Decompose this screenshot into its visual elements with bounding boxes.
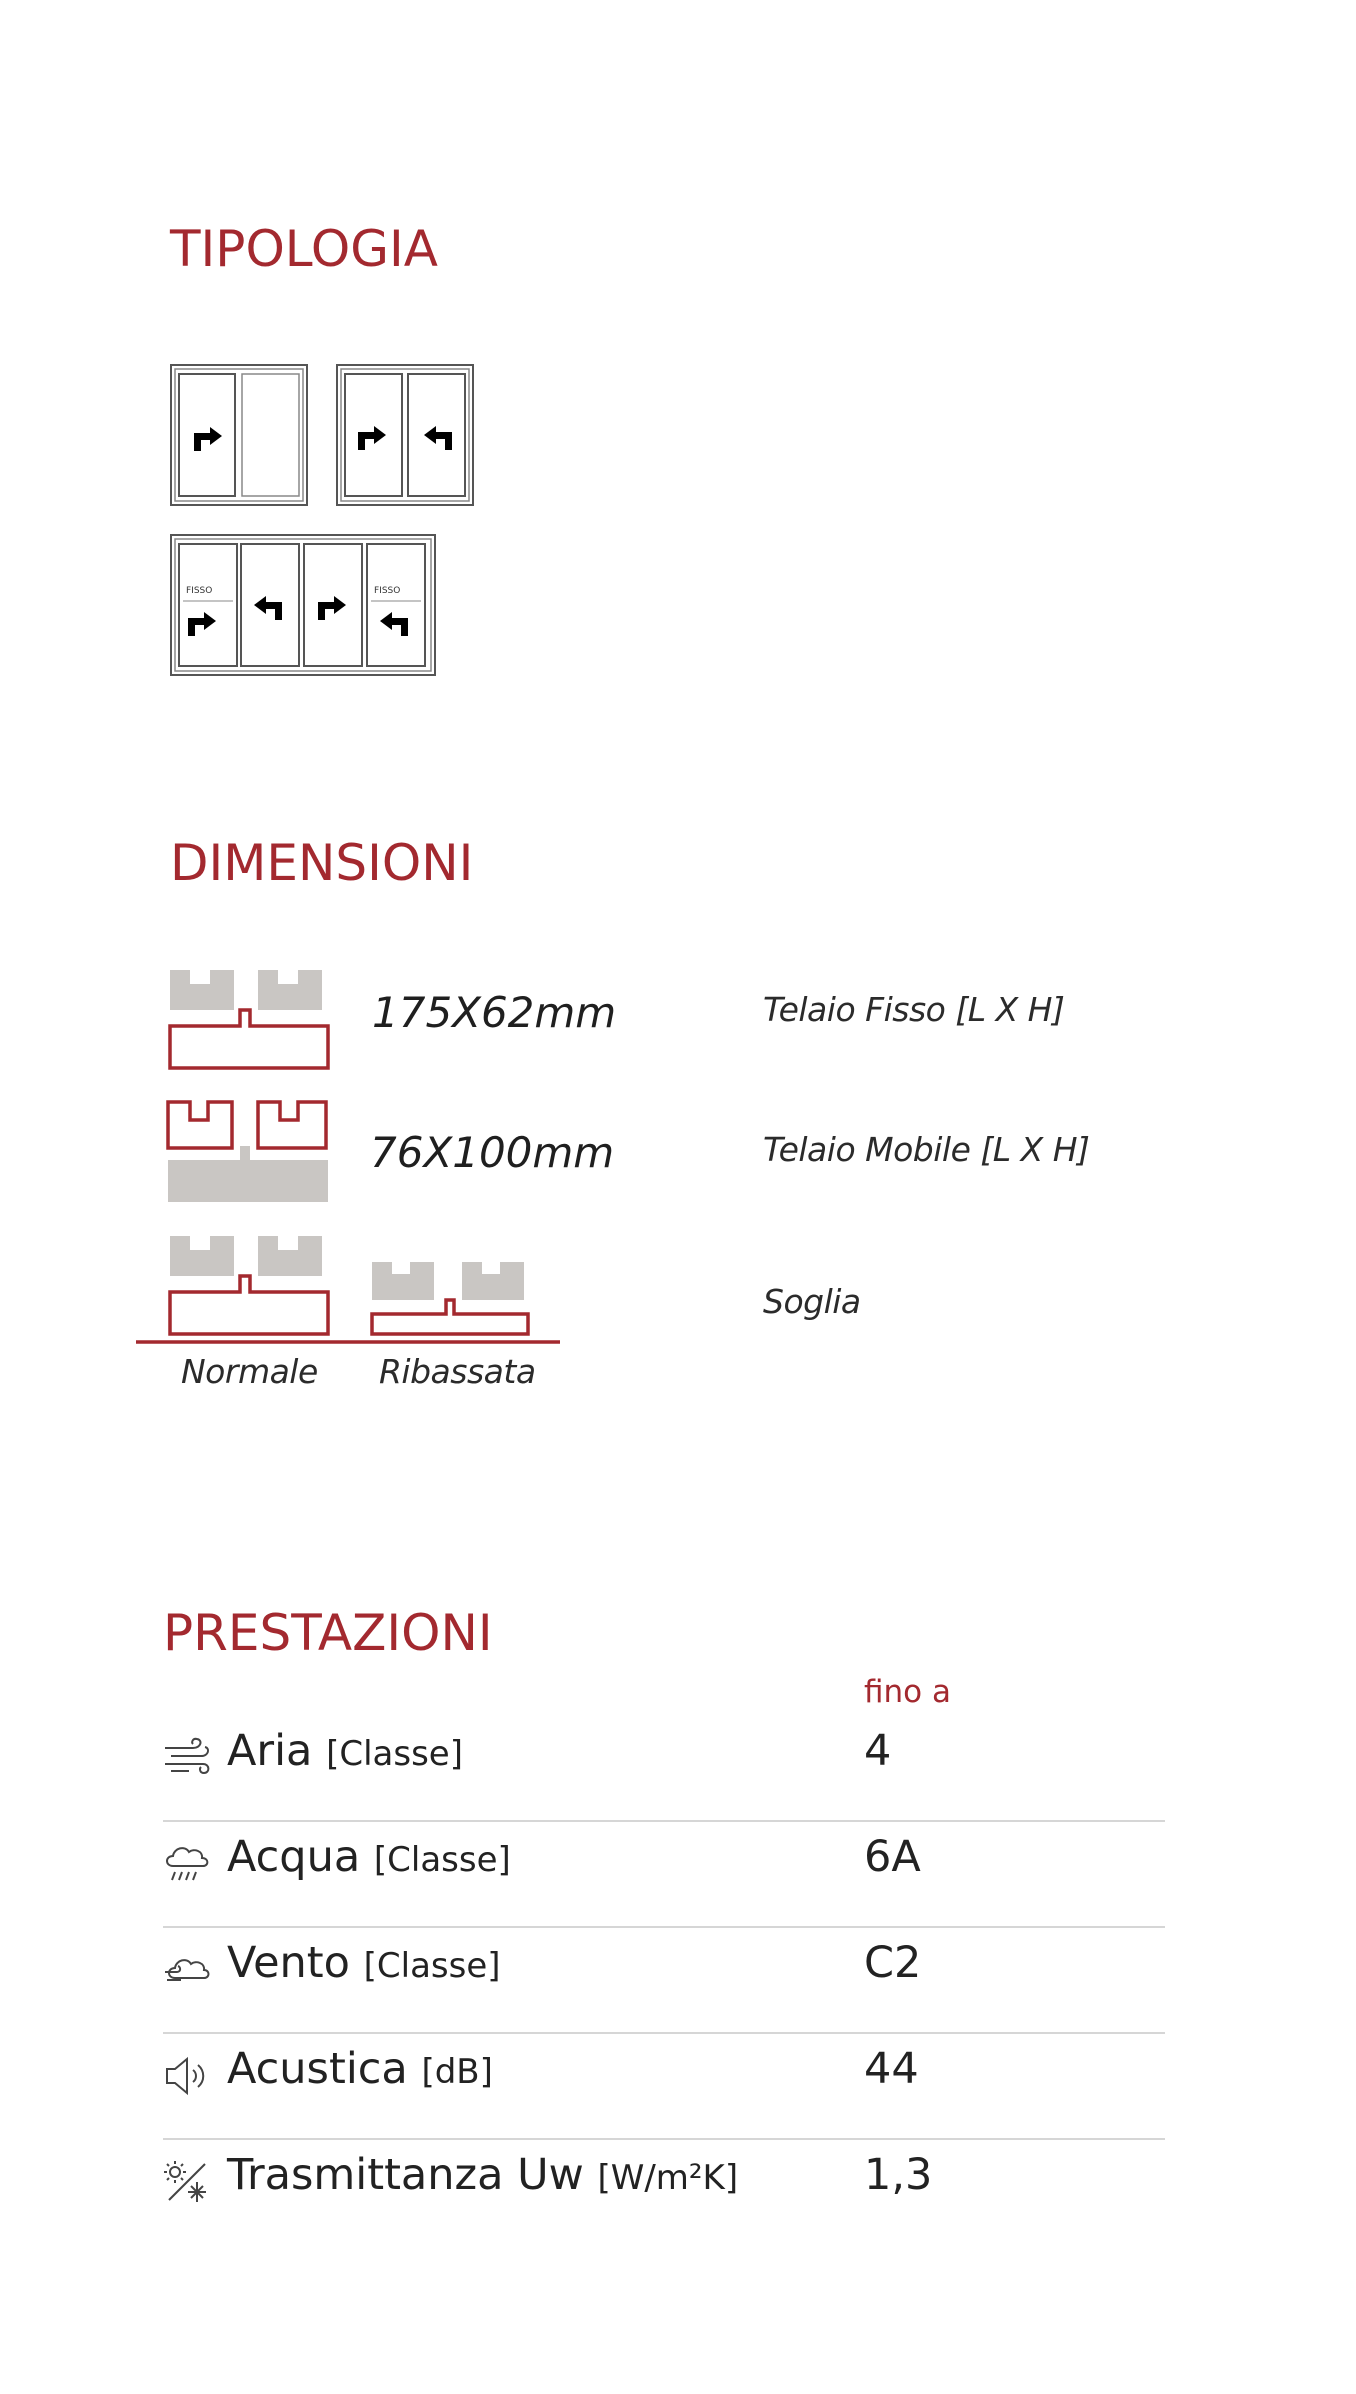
performance-value: 6A: [864, 1832, 921, 1882]
performance-unit: [dB]: [421, 2052, 493, 2092]
performance-name: Vento [Classe]: [227, 1938, 501, 1988]
performance-value: 44: [864, 2044, 919, 2094]
threshold-profiles-icon: [134, 1236, 564, 1354]
performance-row-acqua: [163, 1822, 1165, 1928]
fixed-frame-profile-icon: [168, 970, 332, 1072]
performance-unit: [Classe]: [363, 1946, 501, 1986]
threshold-label: Soglia: [763, 1282, 861, 1321]
fixed-panel-label-left: FISSO: [186, 586, 213, 596]
performance-value: 1,3: [864, 2150, 933, 2200]
window-type-3-four-panel-icon: [170, 534, 436, 676]
performance-name: Acqua [Classe]: [227, 1832, 511, 1882]
window-type-1-sliding-icon: [170, 364, 308, 506]
sun-snowflake-icon: [163, 2160, 211, 2204]
mobile-frame-dimension: 76X100mm: [370, 1128, 615, 1177]
window-type-2-double-sliding-icon: [336, 364, 474, 506]
performance-value: 4: [864, 1726, 892, 1776]
performance-value: C2: [864, 1938, 922, 1988]
threshold-caption-normale: Normale: [181, 1352, 318, 1391]
performance-unit: [Classe]: [326, 1734, 463, 1774]
fixed-frame-dimension: 175X62mm: [372, 988, 617, 1037]
section-title-tipologia: TIPOLOGIA: [170, 220, 438, 278]
performance-row-aria: [163, 1716, 1165, 1822]
performance-name: Aria [Classe]: [227, 1726, 463, 1776]
fixed-frame-label: Telaio Fisso [L X H]: [763, 990, 1065, 1029]
mobile-frame-profile-icon: [166, 1100, 332, 1204]
section-title-prestazioni: PRESTAZIONI: [163, 1604, 493, 1662]
performance-row-trasmittanza: [163, 2140, 1165, 2246]
column-header-fino-a: fino a: [864, 1674, 951, 1710]
performance-row-acustica: [163, 2034, 1165, 2140]
threshold-caption-ribassata: Ribassata: [379, 1352, 536, 1391]
speaker-icon: [163, 2054, 211, 2098]
mobile-frame-label: Telaio Mobile [L X H]: [763, 1130, 1090, 1169]
performance-name: Acustica [dB]: [227, 2044, 493, 2094]
section-title-dimensioni: DIMENSIONI: [170, 834, 474, 892]
fixed-panel-label-right: FISSO: [374, 586, 401, 596]
rain-cloud-icon: [163, 1842, 211, 1886]
performance-name: Trasmittanza Uw [W/m²K]: [227, 2150, 739, 2200]
performance-unit: [Classe]: [373, 1840, 511, 1880]
wind-icon: [163, 1736, 211, 1780]
windy-cloud-icon: [163, 1948, 211, 1992]
performance-unit: [W/m²K]: [597, 2158, 739, 2198]
performance-row-vento: [163, 1928, 1165, 2034]
